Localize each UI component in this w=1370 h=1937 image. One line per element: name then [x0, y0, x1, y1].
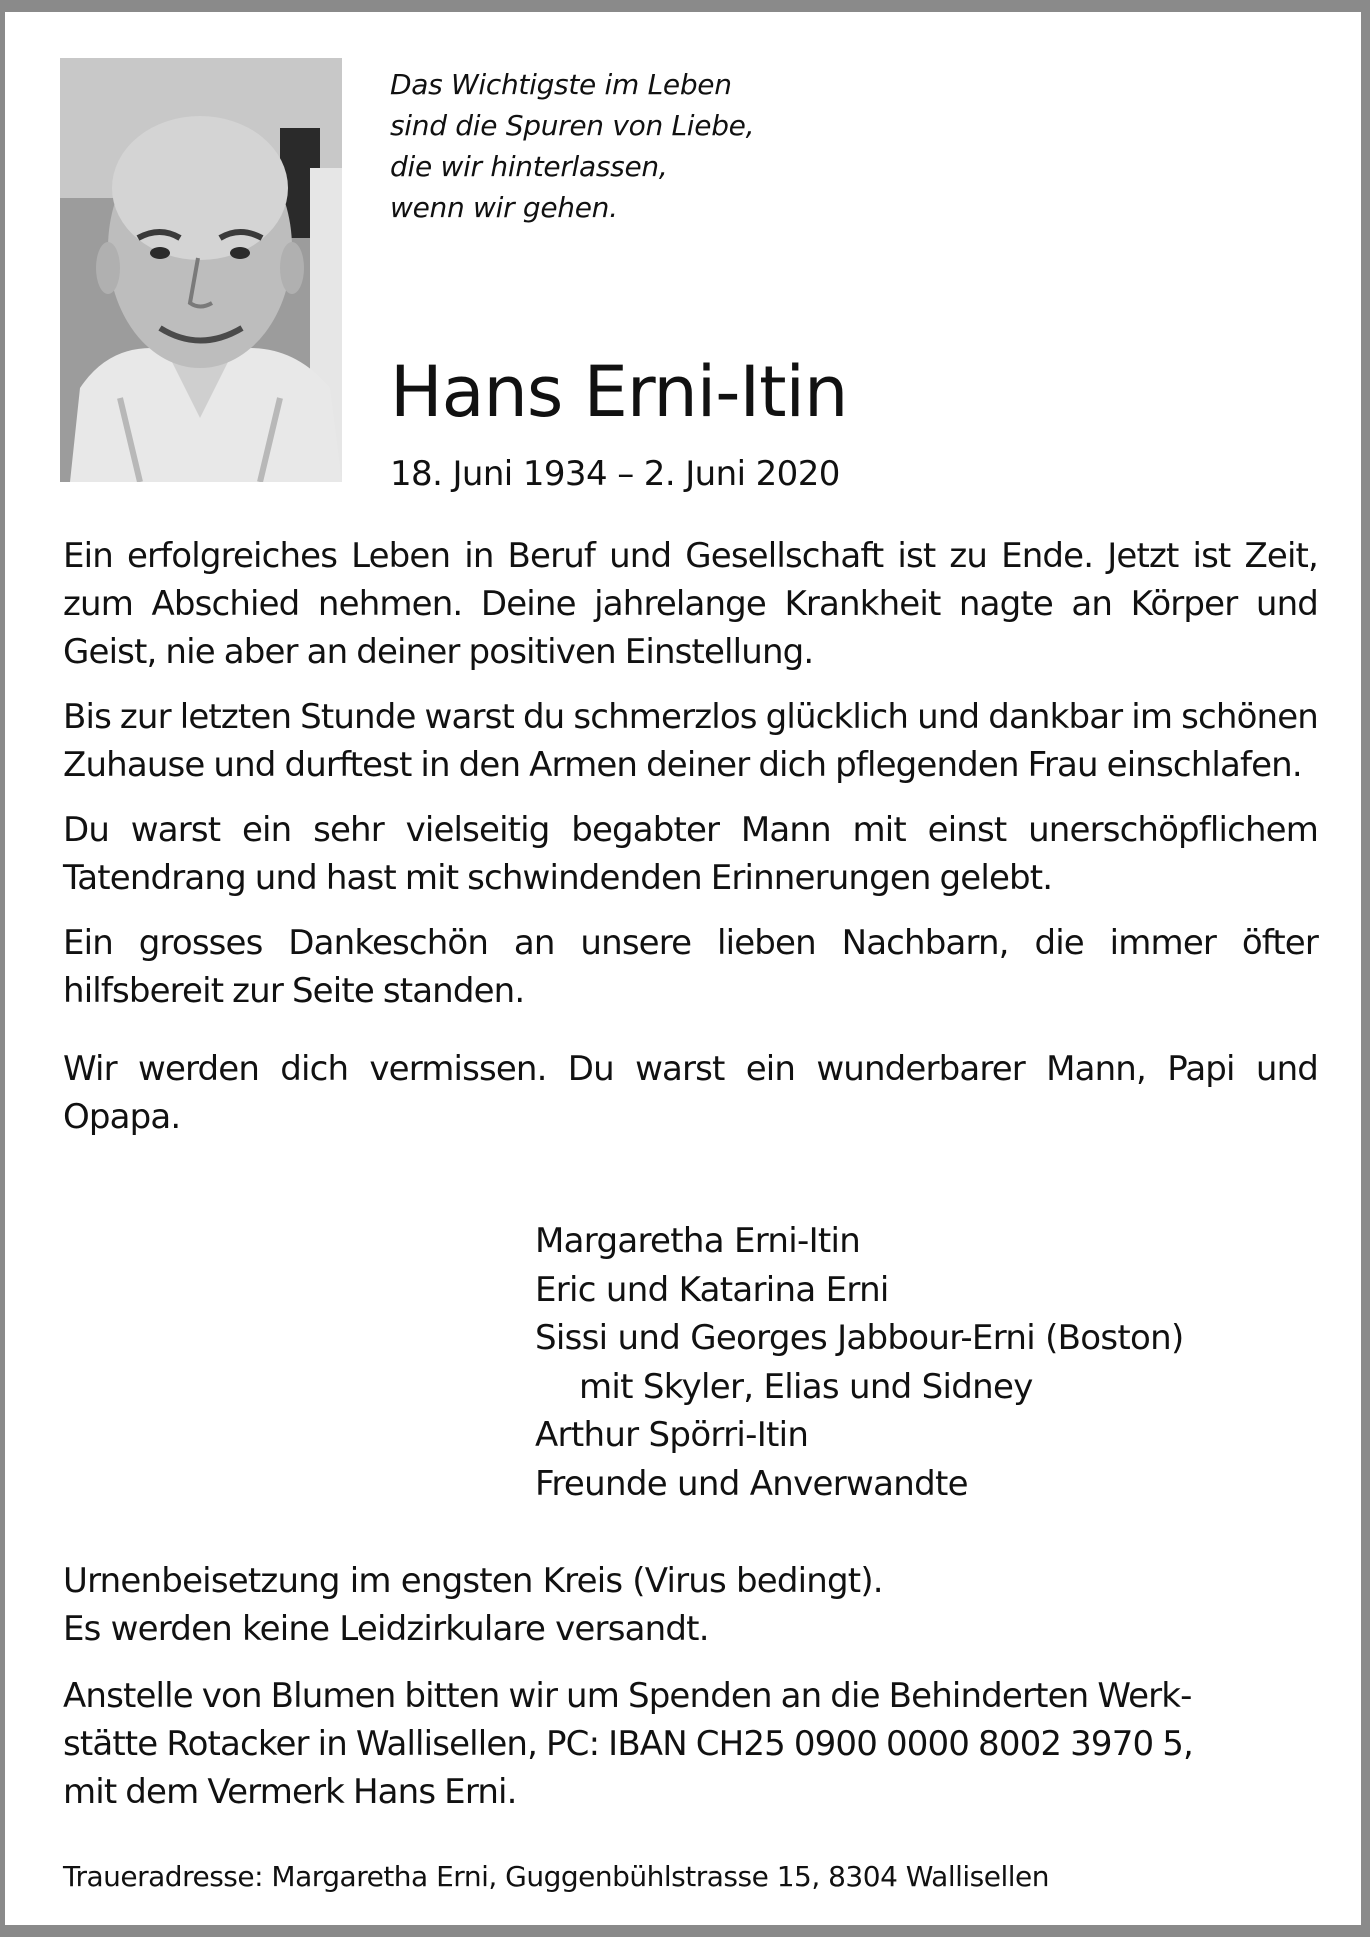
burial-line: Es werden keine Leidzirkulare versandt.: [63, 1609, 709, 1649]
motto-line: sind die Spuren von Liebe,: [390, 109, 755, 142]
obituary-text: [63, 532, 1318, 1158]
family-signatures: [535, 1217, 1184, 1508]
motto-line: wenn wir gehen.: [390, 191, 618, 224]
portrait-photo: [60, 58, 342, 482]
family-member: Freunde und Anverwandte: [535, 1463, 968, 1504]
portrait-icon: [60, 58, 342, 482]
donation-line: stätte Rotacker in Wallisellen, PC: IBAN CH25 0900 0000 8002 3970 5,: [63, 1724, 1193, 1764]
paragraph: Du warst ein sehr vielseitig begabter Mann mit einst unerschöpflichem Tatendrang und hast mit schwindenden Erinnerungen gelebt.: [63, 810, 1318, 898]
donation-notice: [63, 1672, 1318, 1816]
family-member: Margaretha Erni-Itin: [535, 1221, 861, 1261]
motto-quote: [390, 64, 754, 228]
mourning-address: Traueradresse: Margaretha Erni, Guggenbühlstrasse 15, 8304 Wallisellen: [63, 1860, 1050, 1893]
burial-line: Urnenbeisetzung im engsten Kreis (Virus bedingt).: [63, 1561, 883, 1601]
life-dates: 18. Juni 1934 – 2. Juni 2020: [390, 454, 840, 494]
burial-notice: [63, 1557, 883, 1653]
paragraph: Ein erfolgreiches Leben in Beruf und Gesellschaft ist zu Ende. Jetzt ist Zeit, zum Abschied nehmen. Deine jahrelange Krankheit nagte an Körper und Geist, nie aber an deiner positiven Einstellung.: [63, 536, 1318, 672]
family-member: Eric und Katarina Erni: [535, 1269, 889, 1310]
paragraph: Ein grosses Dankeschön an unsere lieben Nachbarn, die immer öfter hilfsbereit zur Seite standen.: [63, 923, 1318, 1011]
motto-line: die wir hinterlassen,: [390, 150, 668, 183]
paragraph: Wir werden dich vermissen. Du warst ein wunderbarer Mann, Papi und Opapa.: [63, 1049, 1318, 1137]
family-member: Sissi und Georges Jabbour-Erni (Boston): [535, 1318, 1184, 1358]
donation-line: mit dem Vermerk Hans Erni.: [63, 1772, 517, 1812]
donation-line: Anstelle von Blumen bitten wir um Spenden an die Behinderten Werk-: [63, 1676, 1192, 1716]
family-member: Arthur Spörri-Itin: [535, 1415, 809, 1455]
motto-line: Das Wichtigste im Leben: [390, 68, 732, 101]
deceased-name: Hans Erni-Itin: [390, 351, 848, 433]
family-member: mit Skyler, Elias und Sidney: [579, 1366, 1033, 1407]
paragraph: Bis zur letzten Stunde warst du schmerzlos glücklich und dankbar im schönen Zuhause und durftest in den Armen deiner dich pflegenden Frau einschlafen.: [63, 697, 1318, 785]
